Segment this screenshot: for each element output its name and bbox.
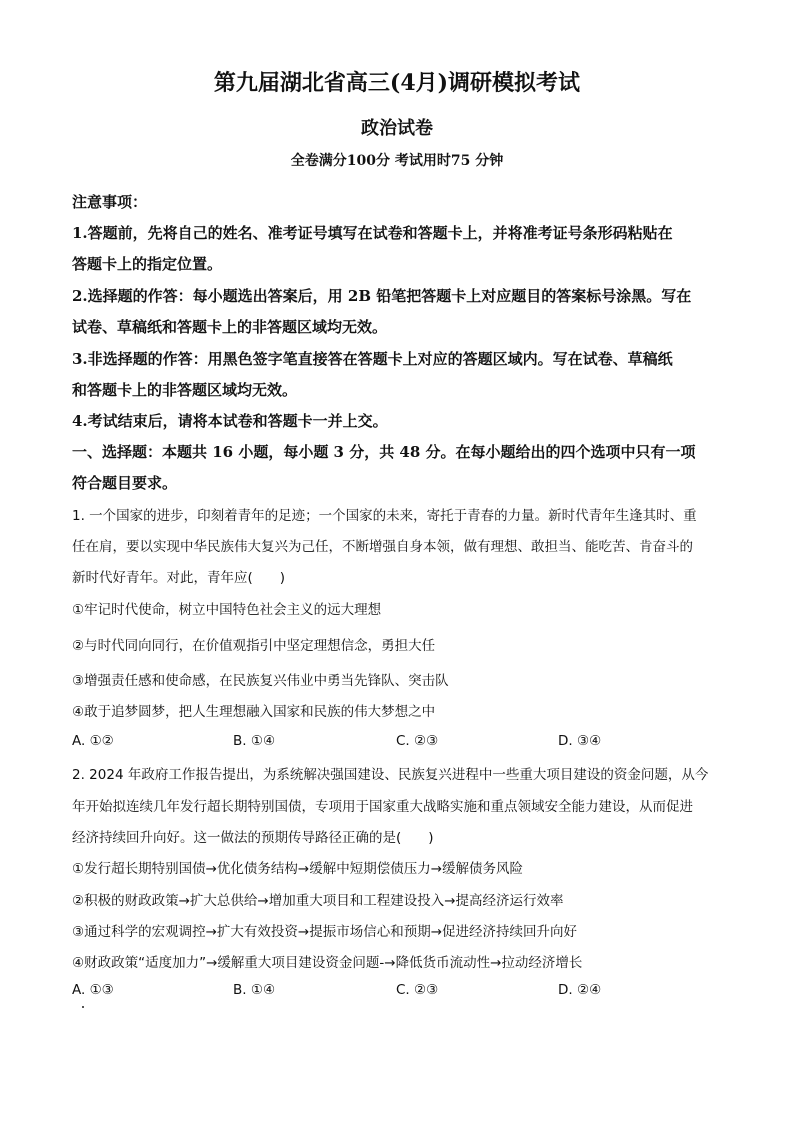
answer-option-d: D. ③④ bbox=[558, 733, 602, 749]
statement-item: ②积极的财政政策→扩大总供给→增加重大项目和工程建设投入→提高经济运行效率 bbox=[72, 893, 564, 909]
section-heading-line: 一、选择题：本题共 16 小题，每小题 3 分，共 48 分。在每小题给出的四个选项中只有一项 bbox=[72, 443, 696, 461]
notice-line: 4.考试结束后，请将本试卷和答题卡一并上交。 bbox=[72, 412, 388, 430]
answer-option-b: B. ①④ bbox=[233, 982, 276, 998]
notice-line: 试卷、草稿纸和答题卡上的非答题区域均无效。 bbox=[72, 318, 388, 336]
answer-option-b: B. ①④ bbox=[233, 733, 276, 749]
question-stem-line: 1. 一个国家的进步，印刻着青年的足迹；一个国家的未来，寄托于青春的力量。新时代青年生逢其时、重 bbox=[72, 508, 697, 524]
statement-item: ①牢记时代使命，树立中国特色社会主义的远大理想 bbox=[72, 602, 382, 618]
notice-line: 和答题卡上的非答题区域均无效。 bbox=[72, 381, 298, 399]
statement-item: ④敢于追梦圆梦，把人生理想融入国家和民族的伟大梦想之中 bbox=[72, 704, 436, 720]
notice-line: 2.选择题的作答：每小题选出答案后，用 2B 铅笔把答题卡上对应题目的答案标号涂黑。写在 bbox=[72, 287, 692, 305]
section-heading-line: 符合题目要求。 bbox=[72, 474, 178, 492]
question-stem-line: 年开始拟连续几年发行超长期特别国债，专项用于国家重大战略实施和重点领域安全能力建设，从而促进 bbox=[72, 799, 693, 815]
statement-item: ③通过科学的宏观调控→扩大有效投资→提振市场信心和预期→促进经济持续回升向好 bbox=[72, 924, 578, 940]
notice-line: 答题卡上的指定位置。 bbox=[72, 255, 223, 273]
subject-title: 政治试卷 bbox=[361, 118, 433, 139]
scan-dot bbox=[82, 1006, 84, 1008]
answer-option-c: C. ②③ bbox=[396, 733, 439, 749]
exam-info: 全卷满分100分 考试用时75 分钟 bbox=[290, 153, 504, 169]
notice-line: 1.答题前，先将自己的姓名、准考证号填写在试卷和答题卡上，并将准考证号条形码粘贴在 bbox=[72, 224, 673, 242]
answer-option-a: A. ①③ bbox=[72, 982, 114, 998]
question-stem-line: 新时代好青年。对此，青年应( ) bbox=[72, 570, 286, 586]
statement-item: ①发行超长期特别国债→优化债务结构→缓解中短期偿债压力→缓解债务风险 bbox=[72, 861, 524, 877]
exam-title: 第九届湖北省高三(4月)调研模拟考试 bbox=[213, 70, 581, 96]
statement-item: ④财政政策“适度加力”→缓解重大项目建设资金问题-→降低货币流动性→拉动经济增长 bbox=[72, 955, 583, 971]
answer-option-d: D. ②④ bbox=[558, 982, 602, 998]
notice-heading: 注意事项： bbox=[72, 193, 148, 211]
statement-item: ③增强责任感和使命感，在民族复兴伟业中勇当先锋队、突击队 bbox=[72, 673, 449, 689]
statement-item: ②与时代同向同行，在价值观指引中坚定理想信念，勇担大任 bbox=[72, 638, 436, 654]
answer-option-c: C. ②③ bbox=[396, 982, 439, 998]
question-stem-line: 经济持续回升向好。这一做法的预期传导路径正确的是( ) bbox=[72, 830, 434, 846]
notice-line: 3.非选择题的作答：用黑色签字笔直接答在答题卡上对应的答题区域内。写在试卷、草稿纸 bbox=[72, 350, 673, 368]
question-stem-line: 任在肩，要以实现中华民族伟大复兴为己任，不断增强自身本领，做有理想、敢担当、能吃苦、肯奋斗的 bbox=[72, 539, 693, 555]
answer-option-a: A. ①② bbox=[72, 733, 114, 749]
question-stem-line: 2. 2024 年政府工作报告提出，为系统解决强国建设、民族复兴进程中一些重大项目建设的资金问题，从今 bbox=[72, 767, 709, 783]
